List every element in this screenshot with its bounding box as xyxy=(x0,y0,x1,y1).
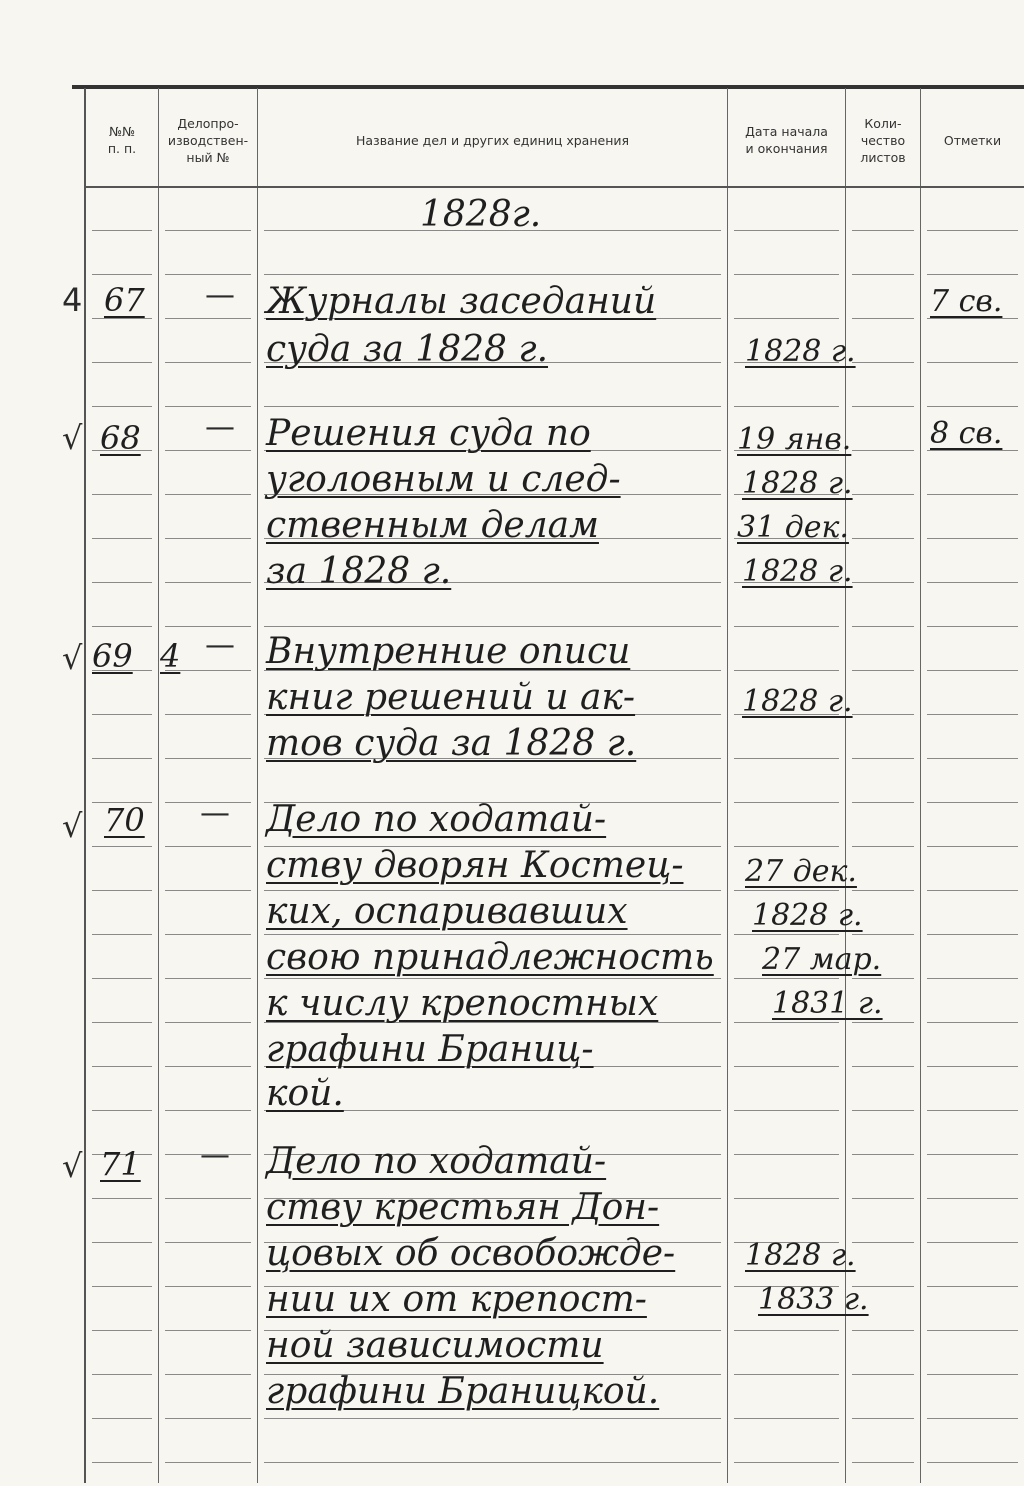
ruled-line xyxy=(92,846,152,847)
header-separator xyxy=(84,186,1024,188)
entry-date: 1831 г. xyxy=(772,986,883,1021)
ruled-line xyxy=(92,406,152,407)
ruled-line xyxy=(734,626,839,627)
entry-title-line: Дело по ходатай- xyxy=(266,799,607,840)
ruled-line xyxy=(927,1198,1018,1199)
entry-number: 71 xyxy=(100,1145,141,1183)
office-number: 4 xyxy=(160,637,181,675)
ruled-line xyxy=(852,1330,914,1331)
ruled-line xyxy=(92,890,152,891)
entry-title-line: тов суда за 1828 г. xyxy=(266,723,637,764)
ruled-line xyxy=(165,362,251,363)
ruled-line xyxy=(165,538,251,539)
column-divider xyxy=(257,88,258,1483)
ruled-line xyxy=(165,1198,251,1199)
column-divider xyxy=(727,88,728,1483)
ruled-line xyxy=(852,582,914,583)
entry-title-line: графини Браницкой. xyxy=(266,1371,660,1412)
ruled-line xyxy=(927,274,1018,275)
check-mark: √ xyxy=(62,807,83,845)
ruled-line xyxy=(734,318,839,319)
entry-number: 68 xyxy=(100,419,141,457)
ruled-line xyxy=(852,450,914,451)
ruled-line xyxy=(734,1154,839,1155)
ruled-line xyxy=(92,1198,152,1199)
ruled-line xyxy=(165,714,251,715)
entry-title-line: ной зависимости xyxy=(266,1325,604,1366)
ruled-line xyxy=(165,978,251,979)
ruled-line xyxy=(92,538,152,539)
ruled-line xyxy=(852,1154,914,1155)
ruled-line xyxy=(852,670,914,671)
check-mark: √ xyxy=(62,1147,83,1185)
ruled-line xyxy=(264,934,721,935)
entry-notes: 8 св. xyxy=(930,416,1003,451)
header-number: №№ п. п. xyxy=(107,124,137,156)
ruled-line xyxy=(734,846,839,847)
ruled-line xyxy=(165,318,251,319)
ruled-line xyxy=(165,1462,251,1463)
ruled-line xyxy=(734,274,839,275)
ruled-line xyxy=(927,1110,1018,1111)
ruled-line xyxy=(852,846,914,847)
header-office-number: Делопро- изводствен- ный № xyxy=(167,115,249,165)
ruled-line xyxy=(92,978,152,979)
ruled-line xyxy=(734,670,839,671)
ruled-line xyxy=(852,714,914,715)
ruled-line xyxy=(852,494,914,495)
entry-number: 67 xyxy=(104,281,145,319)
entry-title-line: книг решений и ак- xyxy=(266,677,636,718)
ruled-line xyxy=(927,1462,1018,1463)
ruled-line xyxy=(92,934,152,935)
entry-number: 70 xyxy=(104,801,145,839)
ruled-line xyxy=(165,1330,251,1331)
ruled-line xyxy=(927,1286,1018,1287)
ruled-line xyxy=(92,1330,152,1331)
entry-title-line: свою принадлежность xyxy=(266,937,714,978)
ruled-line xyxy=(92,494,152,495)
table-left-border xyxy=(84,88,86,1483)
ruled-line xyxy=(852,1418,914,1419)
ruled-line xyxy=(165,1418,251,1419)
entry-date: 1833 г. xyxy=(758,1282,869,1317)
entry-title-line: ству дворян Костец- xyxy=(266,845,684,886)
ruled-line xyxy=(734,758,839,759)
column-divider xyxy=(158,88,159,1483)
ruled-line xyxy=(852,1462,914,1463)
ruled-line xyxy=(92,1242,152,1243)
dash-mark: — xyxy=(200,796,230,831)
ruled-line xyxy=(734,1198,839,1199)
ruled-line xyxy=(852,1374,914,1375)
header-title: Название дел и других единиц хранения xyxy=(355,132,630,148)
ruled-line xyxy=(927,582,1018,583)
ruled-line xyxy=(927,1022,1018,1023)
ruled-line xyxy=(165,582,251,583)
entry-number: 69 xyxy=(92,637,133,675)
ruled-line xyxy=(92,1110,152,1111)
ruled-line xyxy=(92,758,152,759)
ruled-line xyxy=(852,890,914,891)
ruled-line xyxy=(165,626,251,627)
header-notes: Отметки xyxy=(943,132,1002,148)
entry-date: 1828 г. xyxy=(752,898,863,933)
header-sheets: Коли- чество листов xyxy=(860,115,906,165)
ruled-line xyxy=(927,978,1018,979)
entry-date: 31 дек. xyxy=(737,510,849,545)
ruled-line xyxy=(927,362,1018,363)
ruled-line xyxy=(92,274,152,275)
entry-title-line: к числу крепостных xyxy=(266,983,659,1024)
ruled-line xyxy=(852,406,914,407)
ruled-line xyxy=(264,978,721,979)
check-mark: √ xyxy=(62,639,83,677)
ruled-line xyxy=(852,538,914,539)
entry-title-line: за 1828 г. xyxy=(266,551,452,592)
year-heading: 1828г. xyxy=(420,194,542,235)
ruled-line xyxy=(852,626,914,627)
entry-title-line: цовых об освобожде- xyxy=(266,1233,676,1274)
column-divider xyxy=(920,88,921,1483)
ruled-line xyxy=(165,758,251,759)
ruled-line xyxy=(852,230,914,231)
ruled-line xyxy=(165,1374,251,1375)
ruled-line xyxy=(852,318,914,319)
ruled-line xyxy=(927,890,1018,891)
ruled-line xyxy=(852,758,914,759)
ruled-line xyxy=(852,1066,914,1067)
ruled-line xyxy=(734,802,839,803)
ruled-line xyxy=(927,1330,1018,1331)
ruled-line xyxy=(165,406,251,407)
ruled-line xyxy=(165,1286,251,1287)
ruled-line xyxy=(927,758,1018,759)
ruled-line xyxy=(734,230,839,231)
entry-title-line: графини Браниц- xyxy=(266,1029,594,1070)
ruled-line xyxy=(92,230,152,231)
table-top-border xyxy=(72,85,1024,89)
ruled-line xyxy=(927,230,1018,231)
entry-title-line: суда за 1828 г. xyxy=(266,329,549,370)
dash-mark: — xyxy=(200,1138,230,1173)
check-mark: 4 xyxy=(62,281,83,319)
ruled-line xyxy=(264,274,721,275)
entry-title-line: нии их от крепост- xyxy=(266,1279,647,1320)
ruled-line xyxy=(165,1242,251,1243)
ruled-line xyxy=(734,406,839,407)
entry-date: 1828 г. xyxy=(745,1238,856,1273)
entry-title-line: ких, оспаривавших xyxy=(266,891,628,932)
ruled-line xyxy=(92,714,152,715)
ruled-line xyxy=(264,1418,721,1419)
ruled-line xyxy=(734,1110,839,1111)
ruled-line xyxy=(927,1418,1018,1419)
ruled-line xyxy=(165,274,251,275)
check-mark: √ xyxy=(62,419,83,457)
ruled-line xyxy=(165,1066,251,1067)
ruled-line xyxy=(927,626,1018,627)
ruled-line xyxy=(92,1066,152,1067)
ruled-line xyxy=(92,1418,152,1419)
dash-mark: — xyxy=(205,278,235,313)
ruled-line xyxy=(165,846,251,847)
ruled-line xyxy=(927,670,1018,671)
entry-title-line: Решения суда по xyxy=(266,413,591,454)
ruled-line xyxy=(734,1462,839,1463)
ruled-line xyxy=(852,1242,914,1243)
ruled-line xyxy=(927,538,1018,539)
ruled-line xyxy=(927,494,1018,495)
entry-title-line: Дело по ходатай- xyxy=(266,1141,607,1182)
ruled-line xyxy=(734,1066,839,1067)
header-dates: Дата начала и окончания xyxy=(745,124,828,156)
entry-title-line: уголовным и след- xyxy=(266,459,621,500)
ruled-line xyxy=(852,362,914,363)
ruled-line xyxy=(927,1242,1018,1243)
dash-mark: — xyxy=(205,410,235,445)
ruled-line xyxy=(165,934,251,935)
ruled-line xyxy=(165,1110,251,1111)
ruled-line xyxy=(92,1374,152,1375)
ruled-line xyxy=(264,406,721,407)
entry-title-line: кой. xyxy=(266,1073,344,1114)
entry-date: 19 янв. xyxy=(737,422,852,457)
entry-date: 1828 г. xyxy=(742,684,853,719)
ruled-line xyxy=(852,274,914,275)
entry-title-line: Журналы заседаний xyxy=(266,281,657,322)
ruled-line xyxy=(264,1462,721,1463)
ruled-line xyxy=(927,1374,1018,1375)
ruled-line xyxy=(92,626,152,627)
ruled-line xyxy=(734,1374,839,1375)
entry-date: 1828 г. xyxy=(742,554,853,589)
ruled-line xyxy=(264,626,721,627)
ruled-line xyxy=(852,1110,914,1111)
ruled-line xyxy=(165,450,251,451)
ruled-line xyxy=(92,362,152,363)
entry-date: 27 мар. xyxy=(762,942,882,977)
ruled-line xyxy=(927,406,1018,407)
ruled-line xyxy=(927,934,1018,935)
entry-title-line: Внутренние описи xyxy=(266,631,631,672)
entry-title-line: ству крестьян Дон- xyxy=(266,1187,660,1228)
ruled-line xyxy=(92,1462,152,1463)
entry-title-line: ственным делам xyxy=(266,505,599,546)
ruled-line xyxy=(92,1022,152,1023)
ruled-line xyxy=(852,802,914,803)
ruled-line xyxy=(927,1066,1018,1067)
entry-date: 1828 г. xyxy=(745,334,856,369)
entry-notes: 7 св. xyxy=(930,284,1003,319)
ruled-line xyxy=(927,714,1018,715)
ruled-line xyxy=(734,1418,839,1419)
ruled-line xyxy=(165,1022,251,1023)
entry-date: 1828 г. xyxy=(742,466,853,501)
ruled-line xyxy=(165,494,251,495)
ruled-line xyxy=(852,1198,914,1199)
ruled-line xyxy=(92,1286,152,1287)
entry-date: 27 дек. xyxy=(745,854,857,889)
ruled-line xyxy=(927,802,1018,803)
ruled-line xyxy=(927,1154,1018,1155)
ruled-line xyxy=(927,846,1018,847)
ruled-line xyxy=(734,1330,839,1331)
ruled-line xyxy=(92,582,152,583)
dash-mark: — xyxy=(205,628,235,663)
ruled-line xyxy=(165,890,251,891)
ruled-line xyxy=(165,230,251,231)
